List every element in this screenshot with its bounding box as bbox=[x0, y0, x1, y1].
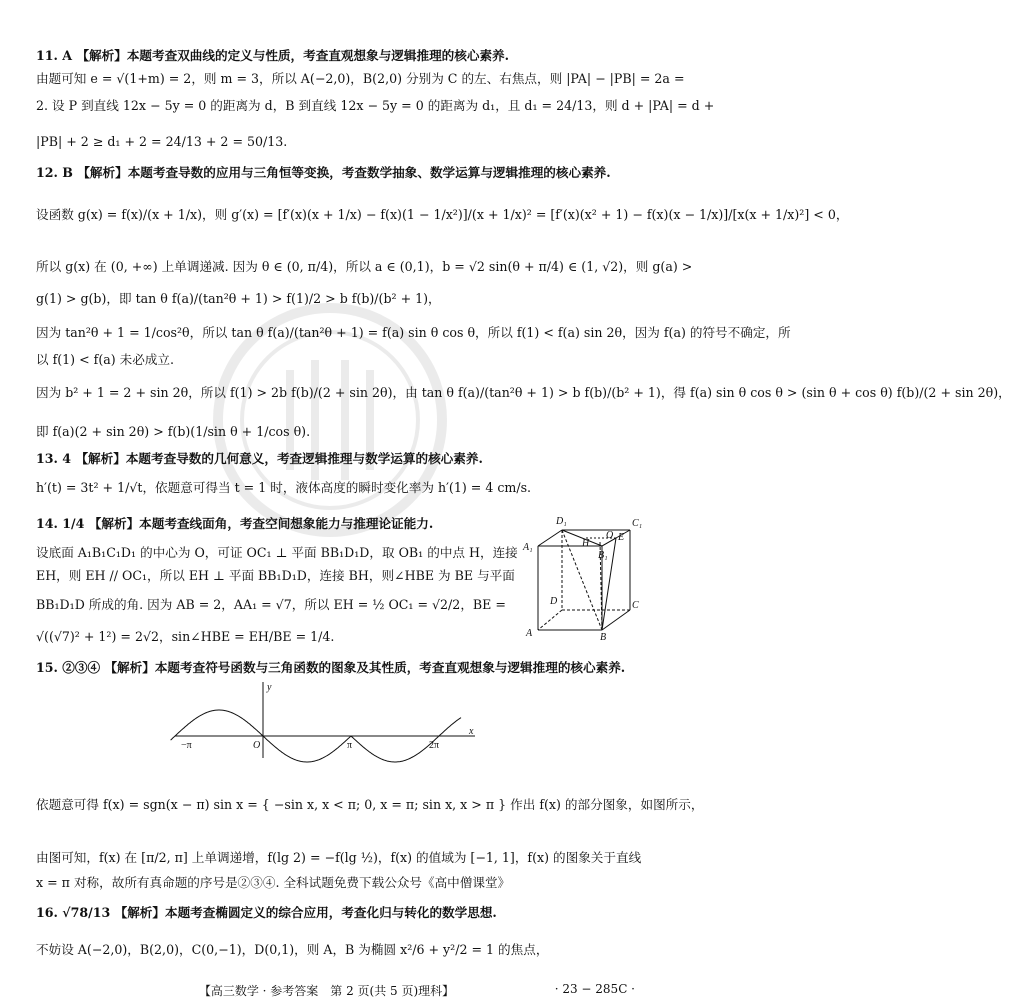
label-A: A bbox=[526, 628, 533, 639]
q12-line7: 即 f(a)(2 + sin 2θ) > f(b)(1/sin θ + 1/cos θ). bbox=[36, 424, 311, 439]
prism-figure bbox=[520, 512, 645, 642]
q12-line1: 设函数 g(x) = f(x)/(x + 1/x)，则 g′(x) = [f′(x)(x + 1/x) − f(x)(1 − 1/x²)]/(x + 1/x)² = [f′(x)(x² + 1) − f(x)(x − 1/x)]/[x(x + 1/x)²] < 0， bbox=[36, 207, 849, 222]
q14-heading: 14. 1/4 【解析】本题考查线面角，考查空间想象能力与推理论证能力. bbox=[36, 516, 434, 531]
label-B: B bbox=[600, 632, 607, 643]
q12-line5: 以 f(1) < f(a) 未必成立. bbox=[36, 352, 175, 367]
label-O: O bbox=[606, 530, 614, 541]
label-B1: B₁ bbox=[598, 550, 608, 561]
label-C: C bbox=[632, 600, 639, 611]
label-y: y bbox=[267, 682, 272, 693]
q15-line2: 由图可知，f(x) 在 [π/2, π] 上单调递增，f(lg 2) = −f(lg ½)，f(x) 的值域为 [−1, 1]，f(x) 的图象关于直线 bbox=[36, 850, 642, 865]
q12-line4: 因为 tan²θ + 1 = 1/cos²θ，所以 tan θ f(a)/(tan²θ + 1) = f(a) sin θ cos θ，所以 f(1) < f(a) sin 2θ，因为 f(a) 的符号不确定，所 bbox=[36, 325, 791, 340]
label-pi: π bbox=[347, 740, 353, 751]
q14-line2: EH，则 EH // OC₁，所以 EH ⊥ 平面 BB₁D₁D，连接 BH，则∠HBE 为 BE 与平面 bbox=[36, 568, 515, 583]
label-H: H bbox=[582, 538, 590, 549]
q12-line3: g(1) > g(b)，即 tan θ f(a)/(tan²θ + 1) > f(1)/2 > b f(b)/(b² + 1)， bbox=[36, 291, 441, 306]
q12-heading: 12. B 【解析】本题考查导数的应用与三角恒等变换，考查数学抽象、数学运算与逻辑推理的核心素养. bbox=[36, 165, 611, 180]
q14-line1: 设底面 A₁B₁C₁D₁ 的中心为 O，可证 OC₁ ⊥ 平面 BB₁D₁D，取 OB₁ 的中点 H，连接 bbox=[36, 545, 518, 560]
q15-line3: x = π 对称，故所有真命题的序号是②③④. 全科试题免费下载公众号《高中僧课堂》 bbox=[36, 875, 511, 890]
q11-line3: |PB| + 2 ≥ d₁ + 2 = 24/13 + 2 = 50/13. bbox=[36, 134, 288, 149]
q15-line1: 依题意可得 f(x) = sgn(x − π) sin x = { −sin x, x < π; 0, x = π; sin x, x > π } 作出 f(x) 的部分图象，如图所示， bbox=[36, 797, 704, 812]
q12-line2: 所以 g(x) 在 (0, +∞) 上单调递减. 因为 θ ∈ (0, π/4)，所以 a ∈ (0,1)，b = √2 sin(θ + π/4) ∈ (1, √2)，则 g(a) > bbox=[36, 259, 693, 274]
label-D: D bbox=[550, 596, 558, 607]
q13-heading: 13. 4 【解析】本题考查导数的几何意义，考查逻辑推理与数学运算的核心素养. bbox=[36, 451, 483, 466]
q14-line4: √((√7)² + 1²) = 2√2，sin∠HBE = EH/BE = 1/4. bbox=[36, 629, 335, 644]
footer-center: 【高三数学 · 参考答案 第 2 页(共 5 页)理科】 bbox=[198, 984, 455, 998]
label-E: E bbox=[618, 532, 625, 543]
q16-line1: 不妨设 A(−2,0)，B(2,0)，C(0,−1)，D(0,1)，则 A，B 为椭圆 x²/6 + y²/2 = 1 的焦点， bbox=[36, 942, 549, 957]
q14-line3: BB₁D₁D 所成的角. 因为 AB = 2，AA₁ = √7，所以 EH = ½ OC₁ = √2/2，BE = bbox=[36, 597, 506, 612]
label-D1: D₁ bbox=[556, 516, 567, 527]
label-neg-pi: −π bbox=[181, 740, 192, 751]
q15-heading: 15. ②③④ 【解析】本题考查符号函数与三角函数的图象及其性质，考查直观想象与逻辑推理的核心素养. bbox=[36, 660, 626, 675]
label-x: x bbox=[469, 726, 474, 737]
function-graph bbox=[175, 680, 480, 762]
q11-line2: 2. 设 P 到直线 12x − 5y = 0 的距离为 d，B 到直线 12x − 5y = 0 的距离为 d₁，且 d₁ = 24/13，则 d + |PA| = d + bbox=[36, 98, 715, 113]
q11-line1: 由题可知 e = √(1+m) = 2，则 m = 3，所以 A(−2,0)，B(2,0) 分别为 C 的左、右焦点，则 |PA| − |PB| = 2a = bbox=[36, 71, 685, 86]
q12-line6: 因为 b² + 1 = 2 + sin 2θ，所以 f(1) > 2b f(b)/(2 + sin 2θ)，由 tan θ f(a)/(tan²θ + 1) > b f(b)/(b² + 1)，得 f(a) sin θ cos θ > (sin θ + cos θ) f(b)/(2 + sin 2θ)， bbox=[36, 385, 1011, 400]
q11-heading: 11. A 【解析】本题考查双曲线的定义与性质，考查直观想象与逻辑推理的核心素养. bbox=[36, 48, 510, 63]
label-2pi: 2π bbox=[429, 740, 440, 751]
label-origin: O bbox=[253, 740, 261, 751]
q13-line1: h′(t) = 3t² + 1/√t，依题意可得当 t = 1 时，液体高度的瞬时变化率为 h′(1) = 4 cm/s. bbox=[36, 480, 532, 495]
footer-right: · 23 − 285C · bbox=[554, 982, 635, 996]
label-C1: C₁ bbox=[632, 518, 643, 529]
page-footer bbox=[0, 982, 653, 1000]
label-A1: A₁ bbox=[523, 542, 533, 553]
q16-heading: 16. √78/13 【解析】本题考查椭圆定义的综合应用，考查化归与转化的数学思想. bbox=[36, 905, 497, 920]
